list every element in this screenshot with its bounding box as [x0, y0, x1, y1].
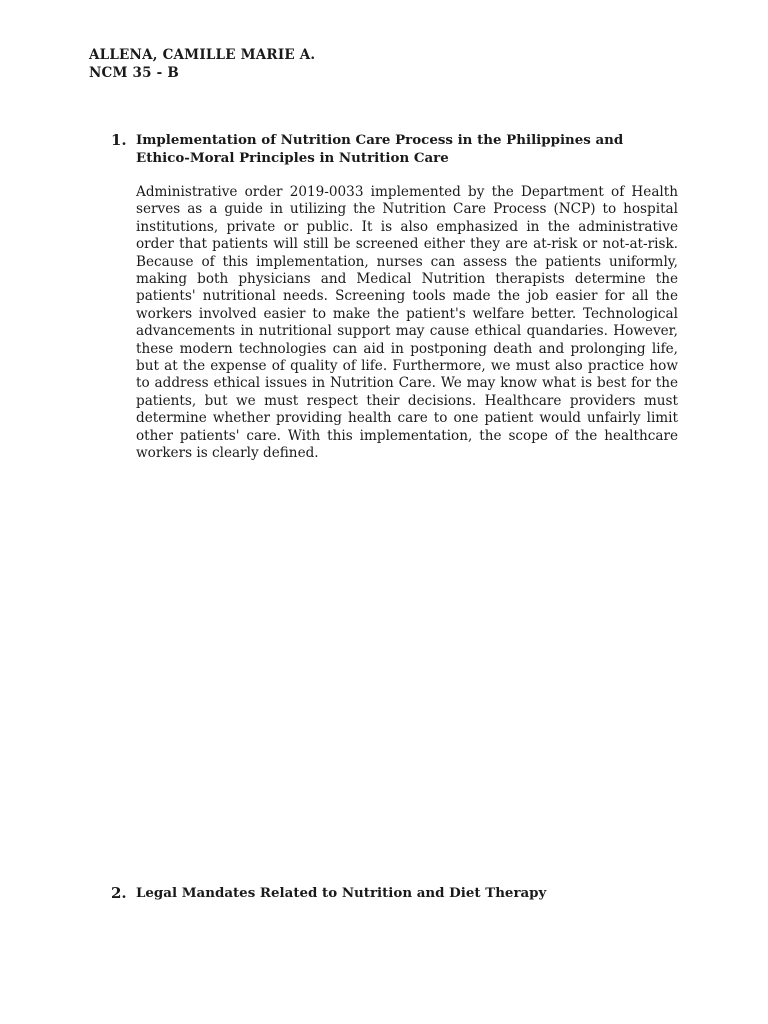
section-title	[136, 131, 696, 167]
section-title-line: Legal Mandates Related to Nutrition and Diet Therapy	[136, 885, 547, 901]
section-title-line: Ethico-Moral Principles in Nutrition Care	[136, 150, 449, 166]
section-title-line: Implementation of Nutrition Care Process in the Philippines and	[136, 132, 624, 148]
author-name: ALLENA, CAMILLE MARIE A.	[89, 47, 316, 63]
document-header	[89, 46, 315, 82]
section-title	[136, 884, 696, 902]
section-1-body: Administrative order 2019-0033 implemented by the Department of Health serves as a guide in utilizing the Nutrition Care Process (NCP) to hospital institutions, private or public. It is also emphasized in the administrative order that patients will still be screened either they are at-risk or not-at-risk. Because of this implementation, nurses can assess the patients uniformly, making both physicians and Medical Nutrition therapists determine the patients' nutritional needs. Screening tools made the job easier for all the workers involved easier to make the patient's welfare better. Technological advancements in nutritional support may cause ethical quandaries. However, these modern technologies can aid in postponing death and prolonging life, but at the expense of quality of life. Furthermore, we must also practice how to address ethical issues in Nutrition Care. We may know what is best for the patients, but we must respect their decisions. Healthcare providers must determine whether providing health care to one patient would unfairly limit other patients' care. With this implementation, the scope of the healthcare workers is clearly defined.	[136, 184, 678, 462]
section-number: 2.	[111, 884, 127, 902]
course-code: NCM 35 - B	[89, 65, 179, 81]
section-number: 1.	[111, 131, 127, 149]
